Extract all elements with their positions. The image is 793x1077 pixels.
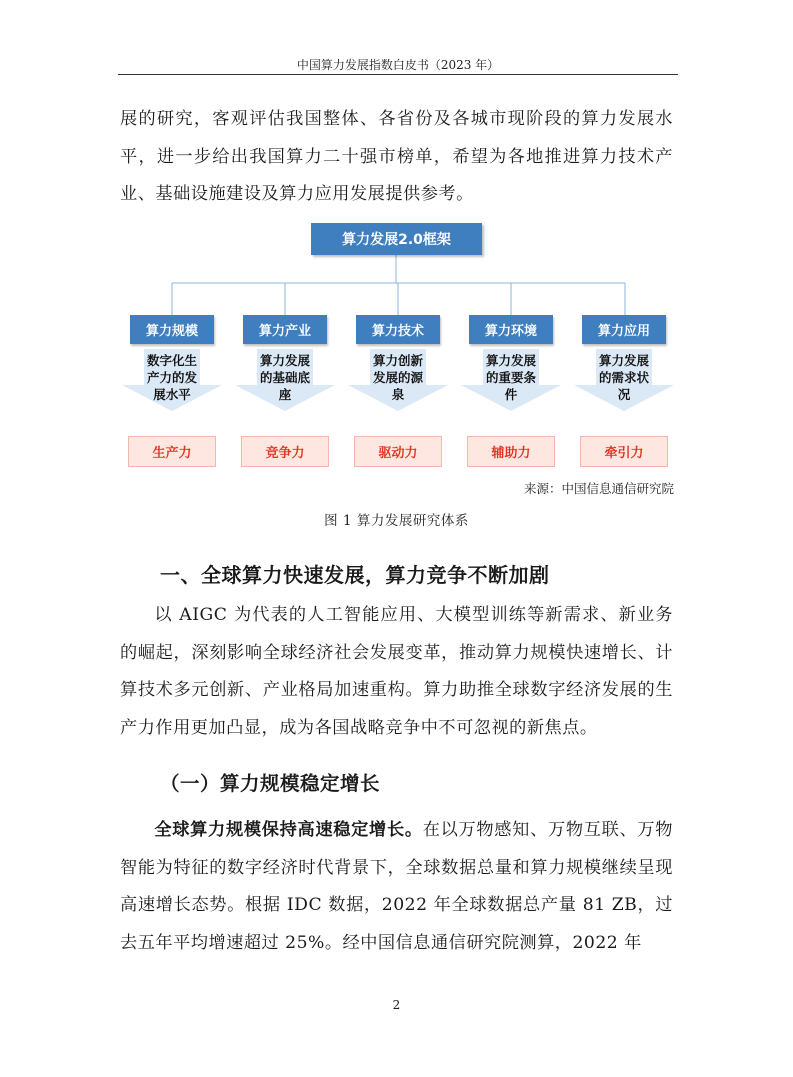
subsection-body: 在以万物感知、万物互联、万物智能为特征的数字经济时代背景下，全球数据总量和算力规模继续呈现高速增长态势。根据 IDC 数据，2022 年全球数据总产量 81 ZB，过去五年平均增速超过 25%。经中国信息通信研究院测算，2022 年 xyxy=(120,820,673,953)
section-heading: 一、全球算力快速发展，算力竞争不断加剧 xyxy=(160,563,550,587)
diagram-desc-scale: 数字化生产力的发展水平 xyxy=(147,353,198,402)
lead-sentence: 全球算力规模保持高速稳定增长。 xyxy=(154,820,423,840)
diagram-arrow-environment xyxy=(461,349,561,411)
subsection-paragraph xyxy=(120,812,673,962)
subsection-heading: （一）算力规模稳定增长 xyxy=(160,772,381,795)
diagram-top-box: 算力发展2.0框架 xyxy=(311,223,482,255)
diagram-arrow-application xyxy=(574,349,674,411)
diagram-desc-environment: 算力发展的重要条件 xyxy=(486,353,537,402)
diagram-arrow-industry xyxy=(235,349,335,411)
figure-caption: 图 1 算力发展研究体系 xyxy=(324,513,469,529)
diagram-force-application: 牵引力 xyxy=(580,436,668,467)
diagram-desc-technology: 算力创新发展的源泉 xyxy=(373,353,424,402)
intro-paragraph: 展的研究，客观评估我国整体、各省份及各城市现阶段的算力发展水平，进一步给出我国算力二十强市榜单，希望为各地推进算力技术产业、基础设施建设及算力应用发展提供参考。 xyxy=(120,109,673,204)
diagram-desc-industry: 算力发展的基础底座 xyxy=(260,353,311,402)
running-header: 中国算力发展指数白皮书（2023 年） xyxy=(296,58,500,72)
diagram-force-environment: 辅助力 xyxy=(467,436,555,467)
diagram-arrow-technology xyxy=(348,349,448,411)
diagram-arrow-scale xyxy=(122,349,222,411)
diagram-force-industry: 竞争力 xyxy=(241,436,329,467)
diagram-desc-application: 算力发展的需求状况 xyxy=(599,353,650,402)
section-paragraph: 以 AIGC 为代表的人工智能应用、大模型训练等新需求、新业务的崛起，深刻影响全球经济社会发展变革，推动算力规模快速增长、计算技术多元创新、产业格局加速重构。算力助推全球数字经济发展的生产力作用更加凸显，成为各国战略竞争中不可忽视的新焦点。 xyxy=(120,605,673,738)
figure-source: 来源：中国信息通信研究院 xyxy=(523,481,674,496)
diagram-head-environment: 算力环境 xyxy=(469,315,553,344)
diagram-head-scale: 算力规模 xyxy=(130,315,214,344)
diagram-head-application: 算力应用 xyxy=(582,315,666,344)
diagram-head-industry: 算力产业 xyxy=(243,315,327,344)
diagram-force-scale: 生产力 xyxy=(128,436,216,467)
diagram-force-technology: 驱动力 xyxy=(354,436,442,467)
page-number: 2 xyxy=(392,998,401,1012)
header-rule xyxy=(118,74,678,75)
diagram-head-technology: 算力技术 xyxy=(356,315,440,344)
